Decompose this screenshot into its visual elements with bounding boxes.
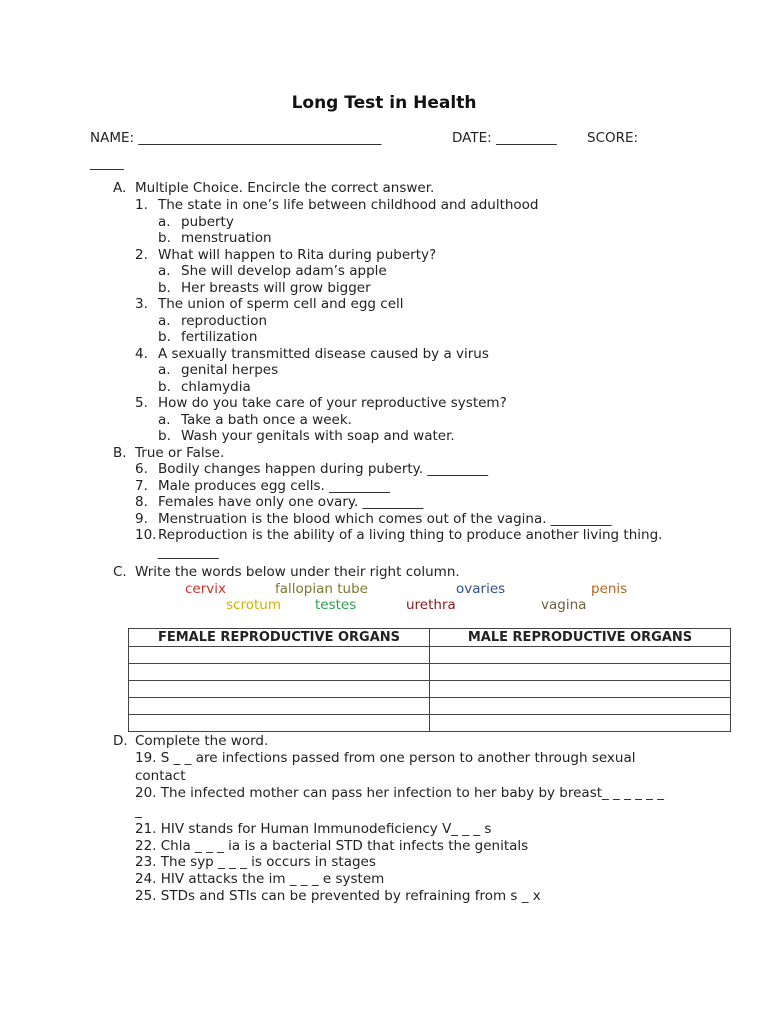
- choice-text: fertilization: [181, 329, 258, 345]
- complete-item: 19. S _ _ are infections passed from one person to another through sexual: [135, 750, 636, 766]
- section-a-heading: Multiple Choice. Encircle the correct answer.: [135, 180, 435, 196]
- female-cell: [129, 647, 430, 664]
- complete-item: 25. STDs and STIs can be prevented by refraining from s _ x: [135, 888, 541, 904]
- choice-text: Wash your genitals with soap and water.: [181, 428, 455, 444]
- item-number: 8.: [135, 494, 148, 510]
- female-organs-header: FEMALE REPRODUCTIVE ORGANS: [129, 629, 430, 647]
- word-penis: penis: [591, 581, 628, 597]
- choice-text: genital herpes: [181, 362, 279, 378]
- complete-item: 22. Chla _ _ _ ia is a bacterial STD that infects the genitals: [135, 838, 529, 854]
- question-number: 2.: [135, 247, 148, 263]
- female-cell: [129, 681, 430, 698]
- question-text: How do you take care of your reproductive system?: [158, 395, 507, 411]
- section-a-marker: A.: [113, 180, 127, 196]
- item-text: Bodily changes happen during puberty. _________: [158, 461, 489, 477]
- choice-letter: b.: [158, 428, 171, 444]
- female-cell: [129, 664, 430, 681]
- choice-letter: a.: [158, 362, 171, 378]
- female-cell: [129, 698, 430, 715]
- question-number: 5.: [135, 395, 148, 411]
- male-cell: [430, 664, 731, 681]
- table-row: [129, 715, 731, 732]
- male-cell: [430, 681, 731, 698]
- word-testes: testes: [315, 597, 357, 613]
- choice-letter: b.: [158, 280, 171, 296]
- choice-text: chlamydia: [181, 379, 251, 395]
- item-number: 6.: [135, 461, 148, 477]
- male-cell: [430, 715, 731, 732]
- male-cell: [430, 698, 731, 715]
- choice-text: puberty: [181, 214, 234, 230]
- section-b-heading: True or False.: [135, 445, 225, 461]
- item-text: Females have only one ovary. _________: [158, 494, 424, 510]
- table-row: [129, 698, 731, 715]
- item-text: Menstruation is the blood which comes out of the vagina. _________: [158, 511, 612, 527]
- complete-item: contact: [135, 768, 186, 784]
- name-field: NAME: ____________________________________: [90, 130, 382, 146]
- complete-item: 24. HIV attacks the im _ _ _ e system: [135, 871, 385, 887]
- choice-letter: a.: [158, 214, 171, 230]
- item-text: Male produces egg cells. _________: [158, 478, 390, 494]
- word-vagina: vagina: [541, 597, 587, 613]
- question-text: The union of sperm cell and egg cell: [158, 296, 404, 312]
- choice-text: She will develop adam’s apple: [181, 263, 387, 279]
- complete-item: 23. The syp _ _ _ is occurs in stages: [135, 854, 376, 870]
- question-number: 4.: [135, 346, 148, 362]
- item-text: Reproduction is the ability of a living thing to produce another living thing.: [158, 527, 663, 543]
- complete-item: _: [135, 803, 142, 819]
- choice-letter: b.: [158, 329, 171, 345]
- section-d-heading: Complete the word.: [135, 733, 269, 749]
- question-text: The state in one’s life between childhood and adulthood: [158, 197, 539, 213]
- choice-letter: a.: [158, 412, 171, 428]
- table-row: [129, 664, 731, 681]
- male-organs-header: MALE REPRODUCTIVE ORGANS: [430, 629, 731, 647]
- choice-letter: b.: [158, 230, 171, 246]
- complete-item: 20. The infected mother can pass her infection to her baby by breast_ _ _ _ _ _: [135, 785, 664, 801]
- score-label: SCORE:: [587, 130, 639, 146]
- choice-letter: a.: [158, 263, 171, 279]
- organs-table: [128, 628, 731, 732]
- word-fallopian-tube: fallopian tube: [275, 581, 368, 597]
- choice-text: menstruation: [181, 230, 272, 246]
- item-number: 7.: [135, 478, 148, 494]
- date-field: DATE: _________: [452, 130, 557, 146]
- choice-text: reproduction: [181, 313, 268, 329]
- section-d-marker: D.: [113, 733, 128, 749]
- question-text: What will happen to Rita during puberty?: [158, 247, 437, 263]
- item-number: 9.: [135, 511, 148, 527]
- word-cervix: cervix: [185, 581, 227, 597]
- word-scrotum: scrotum: [226, 597, 281, 613]
- section-c-heading: Write the words below under their right column.: [135, 564, 460, 580]
- item-blank: _________: [158, 544, 219, 560]
- female-cell: [129, 715, 430, 732]
- choice-letter: b.: [158, 379, 171, 395]
- score-blank: _____: [90, 155, 124, 171]
- word-ovaries: ovaries: [456, 581, 506, 597]
- choice-text: Her breasts will grow bigger: [181, 280, 371, 296]
- complete-item: 21. HIV stands for Human Immunodeficiency V_ _ _ s: [135, 821, 492, 837]
- item-number: 10.: [135, 527, 157, 543]
- question-number: 3.: [135, 296, 148, 312]
- choice-text: Take a bath once a week.: [181, 412, 352, 428]
- document-title: Long Test in Health: [291, 93, 477, 113]
- table-row: [129, 681, 731, 698]
- section-b-marker: B.: [113, 445, 127, 461]
- question-text: A sexually transmitted disease caused by a virus: [158, 346, 489, 362]
- question-number: 1.: [135, 197, 148, 213]
- table-row: [129, 647, 731, 664]
- choice-letter: a.: [158, 313, 171, 329]
- word-urethra: urethra: [406, 597, 456, 613]
- male-cell: [430, 647, 731, 664]
- section-c-marker: C.: [113, 564, 127, 580]
